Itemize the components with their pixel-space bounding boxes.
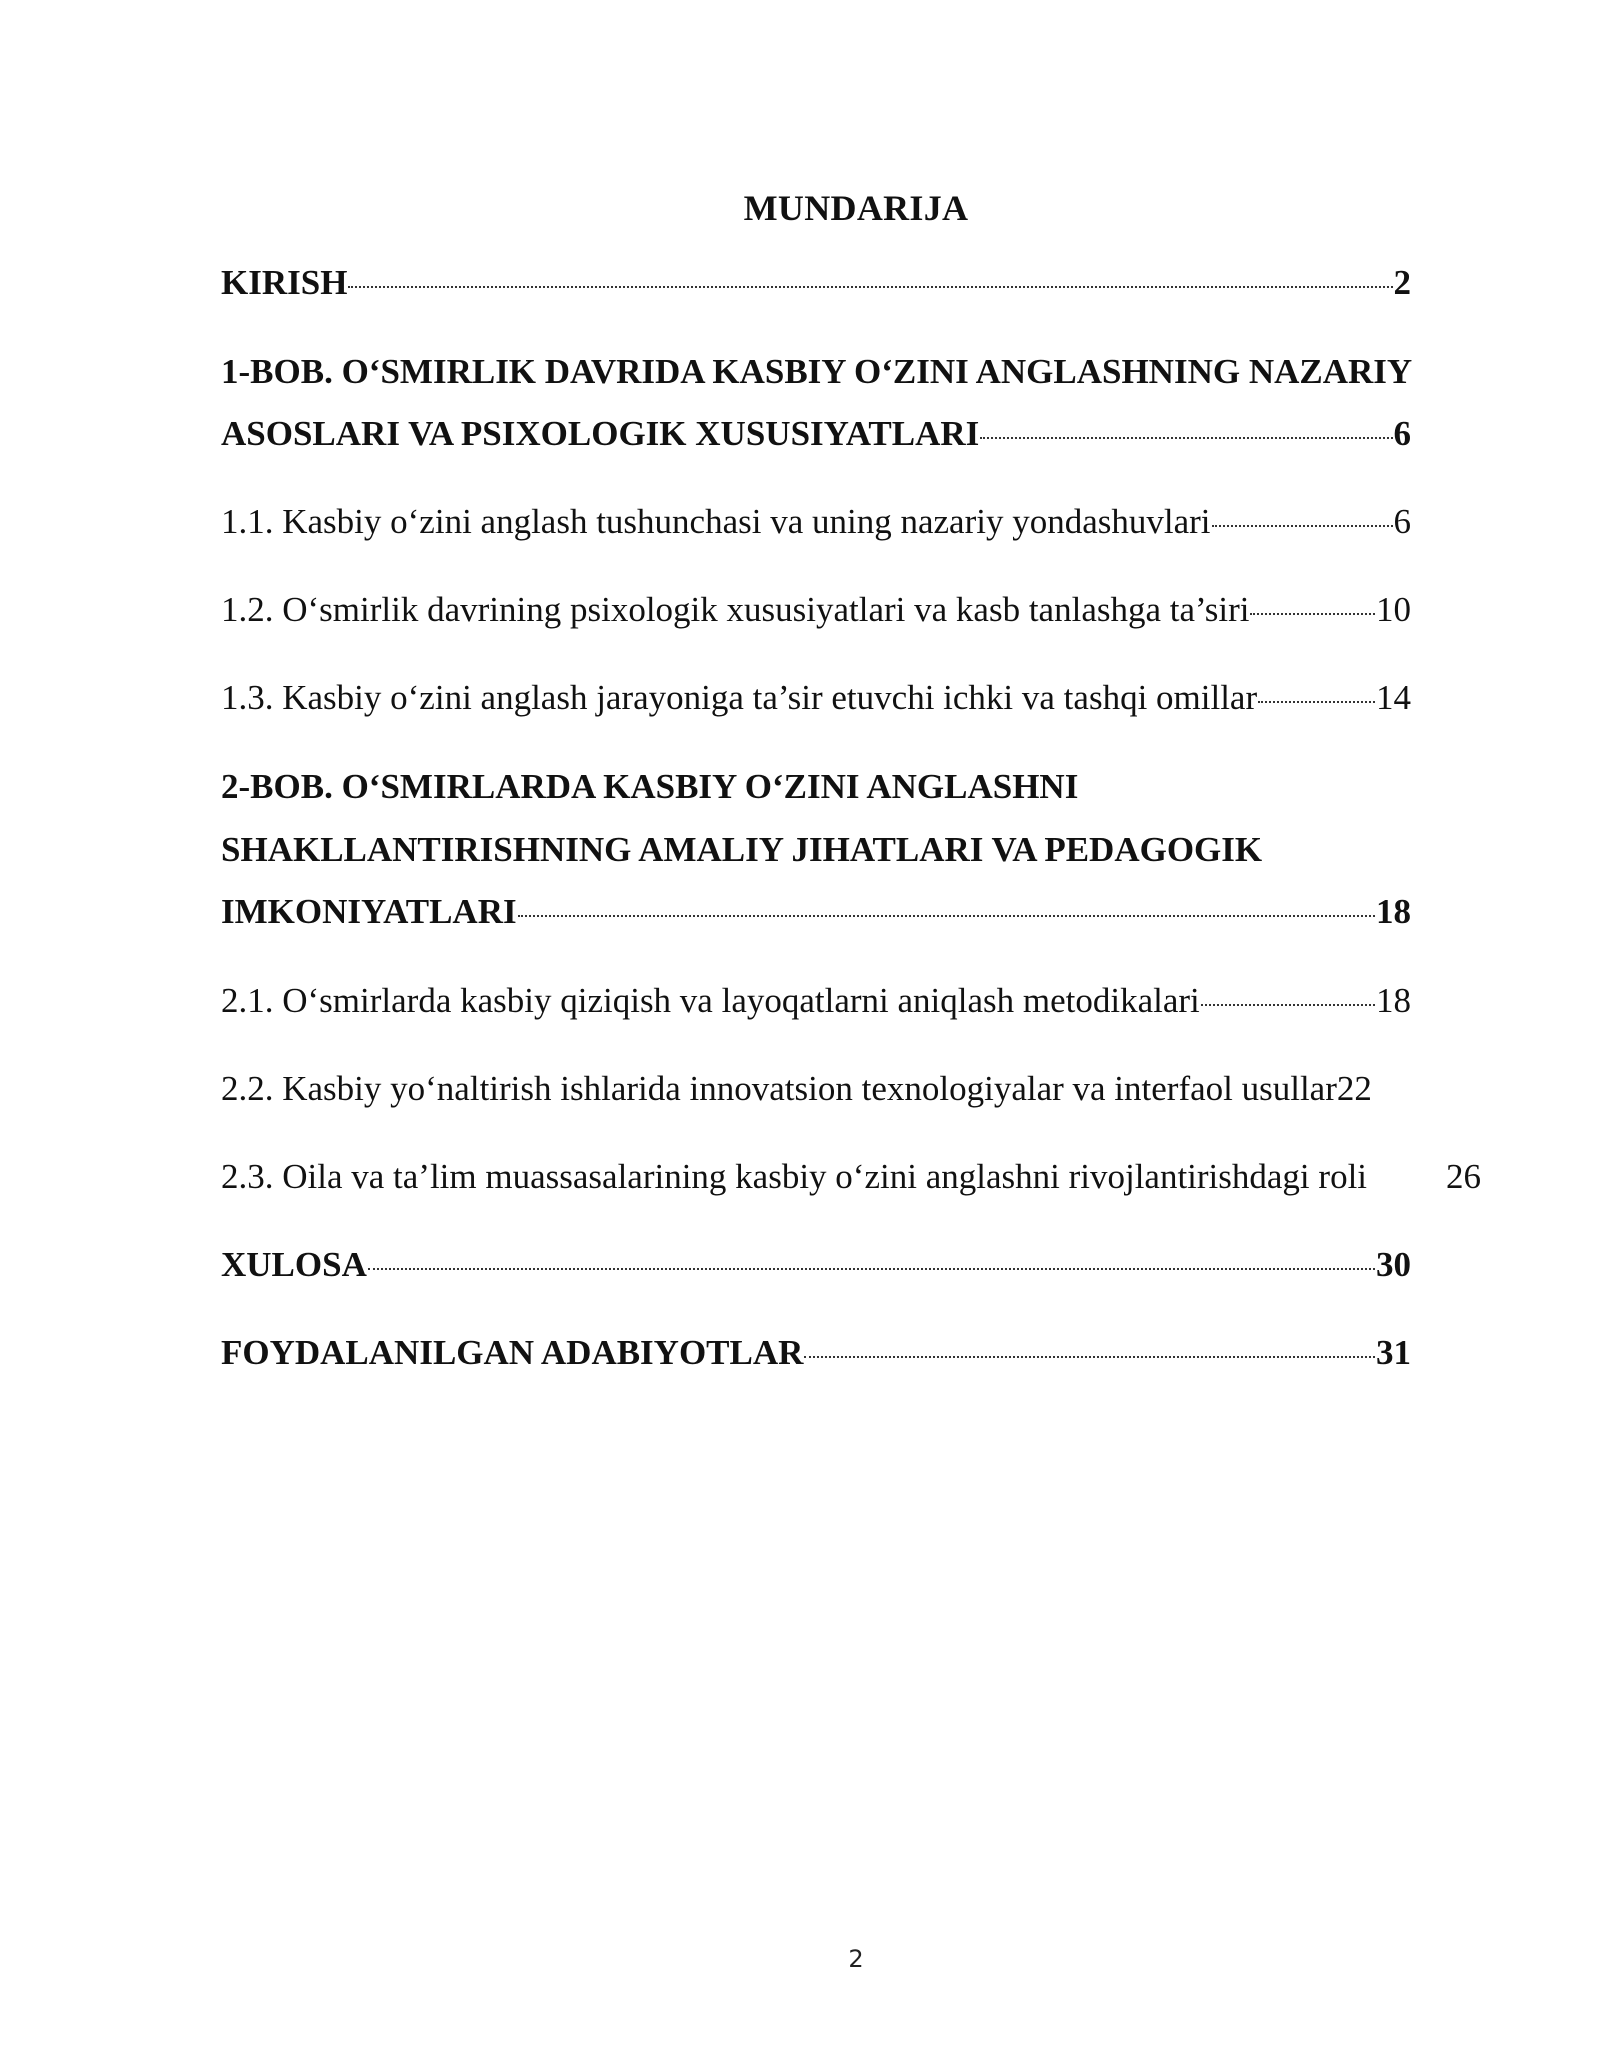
toc-entry-page: 31 bbox=[1376, 1333, 1411, 1372]
toc-entry-label-line: ASOSLARI VA PSIXOLOGIK XUSUSIYATLARI bbox=[221, 414, 980, 453]
toc-entry-kirish[interactable] bbox=[221, 263, 1411, 303]
toc-entry-chapter-2-end[interactable] bbox=[221, 892, 1411, 932]
dot-leader bbox=[1258, 681, 1375, 703]
toc-entry-label: XULOSA bbox=[221, 1245, 367, 1284]
toc-entry-label: 2.3. Oila va ta’lim muassasalarining kasbiy o‘zini anglashni rivojlantirishdagi roli bbox=[221, 1157, 1368, 1196]
toc-entry-2-2[interactable] bbox=[221, 1069, 1372, 1109]
toc-entry-label: 1.3. Kasbiy o‘zini anglash jarayoniga ta’sir etuvchi ichki va tashqi omillar bbox=[221, 678, 1258, 717]
toc-entry-1-3[interactable] bbox=[221, 678, 1411, 718]
footer-page-number: 2 bbox=[848, 1945, 864, 1973]
toc-entry-label: 2.2. Kasbiy yo‘naltirish ishlarida innovatsion texnologiyalar va interfaol usullar bbox=[221, 1069, 1337, 1108]
toc-entry-page: 2 bbox=[1393, 263, 1411, 302]
dot-leader bbox=[1212, 505, 1393, 527]
toc-entry-label: FOYDALANILGAN ADABIYOTLAR bbox=[221, 1333, 804, 1372]
toc-entry-chapter-2-cont[interactable] bbox=[221, 830, 1262, 870]
toc-entry-chapter-1[interactable] bbox=[221, 352, 1412, 392]
toc-entry-xulosa[interactable] bbox=[221, 1245, 1411, 1285]
dot-leader bbox=[348, 266, 1392, 288]
toc-entry-chapter-2[interactable] bbox=[221, 767, 1078, 807]
toc-entry-references[interactable] bbox=[221, 1333, 1411, 1373]
toc-entry-label: 1.1. Kasbiy o‘zini anglash tushunchasi va uning nazariy yondashuvlari bbox=[221, 502, 1211, 541]
toc-entry-page: 30 bbox=[1376, 1245, 1411, 1284]
dot-leader bbox=[1201, 984, 1375, 1006]
toc-entry-2-1[interactable] bbox=[221, 981, 1411, 1021]
toc-entry-page: 14 bbox=[1376, 678, 1411, 717]
dot-leader bbox=[980, 417, 1392, 439]
toc-entry-2-3[interactable] bbox=[221, 1157, 1367, 1197]
toc-entry-1-1[interactable] bbox=[221, 502, 1411, 542]
toc-entry-page: 22 bbox=[1336, 1069, 1372, 1108]
toc-entry-page: 10 bbox=[1376, 590, 1411, 629]
toc-entry-page: 18 bbox=[1376, 981, 1411, 1020]
toc-entry-label-line: SHAKLLANTIRISHNING AMALIY JIHATLARI VA PEDAGOGIK bbox=[221, 830, 1263, 869]
toc-entry-page: 6 bbox=[1393, 414, 1411, 453]
dot-leader bbox=[518, 895, 1375, 917]
toc-entry-label: KIRISH bbox=[221, 263, 348, 302]
toc-entry-label: 2.1. O‘smirlarda kasbiy qiziqish va layoqatlarni aniqlash metodikalari bbox=[221, 981, 1200, 1020]
toc-entry-chapter-1-cont[interactable] bbox=[221, 414, 1411, 454]
toc-entry-page: 18 bbox=[1376, 892, 1411, 931]
toc-entry-page: 6 bbox=[1393, 502, 1411, 541]
toc-entry-1-2[interactable] bbox=[221, 590, 1411, 630]
toc-entry-label-line: 1-BOB. O‘SMIRLIK DAVRIDA KASBIY O‘ZINI ANGLASHNING NAZARIY bbox=[221, 352, 1413, 391]
toc-entry-label-line: IMKONIYATLARI bbox=[221, 892, 517, 931]
dot-leader bbox=[368, 1248, 1375, 1270]
toc-entry-label-line: 2-BOB. O‘SMIRLARDA KASBIY O‘ZINI ANGLASHNI bbox=[221, 767, 1079, 806]
dot-leader bbox=[1250, 593, 1375, 615]
dot-leader bbox=[804, 1336, 1375, 1358]
page-title: MUNDARIJA bbox=[743, 188, 969, 228]
toc-entry-label: 1.2. O‘smirlik davrining psixologik xususiyatlari va kasb tanlashga ta’siri bbox=[221, 590, 1250, 629]
toc-entry-2-3-page: 26 bbox=[1446, 1157, 1481, 1196]
